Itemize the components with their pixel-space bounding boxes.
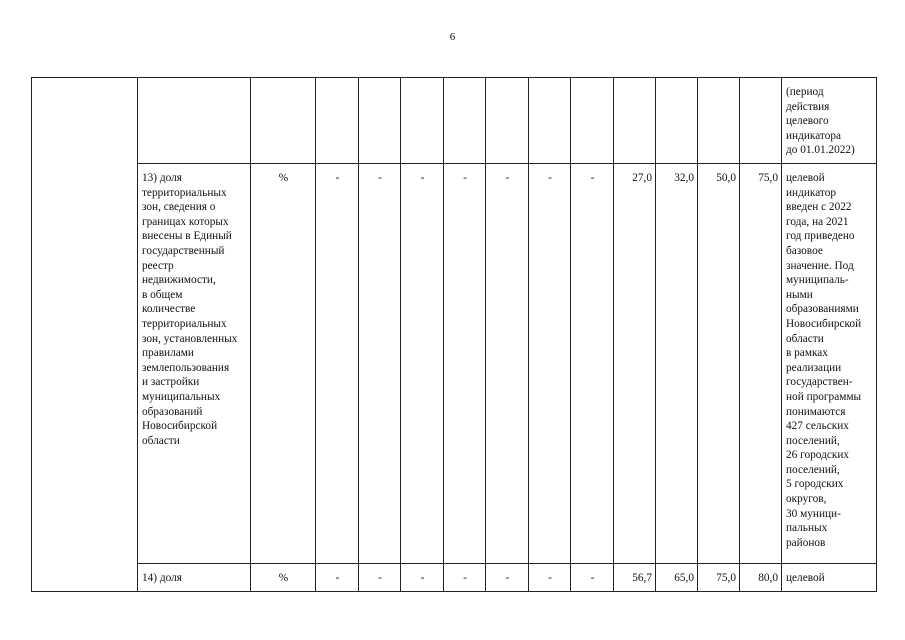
indicator-unit: % bbox=[251, 164, 316, 564]
value-cell bbox=[740, 78, 782, 164]
value-cell: 75,0 bbox=[698, 564, 740, 592]
value-cell: 56,7 bbox=[614, 564, 656, 592]
value-cell: - bbox=[444, 564, 486, 592]
indicator-name: 14) доля bbox=[138, 564, 251, 592]
indicator-name bbox=[138, 78, 251, 164]
value-cell: 50,0 bbox=[698, 164, 740, 564]
value-cell: 75,0 bbox=[740, 164, 782, 564]
value-cell bbox=[486, 78, 529, 164]
value-cell: - bbox=[486, 164, 529, 564]
value-cell bbox=[529, 78, 571, 164]
indicator-note: (период действия целевого индикатора до 01.01.2022) bbox=[782, 78, 877, 164]
value-cell: - bbox=[571, 164, 614, 564]
value-cell: - bbox=[316, 164, 359, 564]
value-cell bbox=[401, 78, 444, 164]
value-cell: - bbox=[486, 564, 529, 592]
value-cell: - bbox=[401, 164, 444, 564]
value-cell: - bbox=[571, 564, 614, 592]
table-row bbox=[32, 78, 877, 164]
indicator-note: целевой bbox=[782, 564, 877, 592]
value-cell bbox=[614, 78, 656, 164]
value-cell: - bbox=[529, 564, 571, 592]
table-cell-blank bbox=[32, 78, 138, 592]
indicator-note: целевой индикатор введен с 2022 года, на 2021 год приведено базовое значение. Под муниципаль- ными образованиями Новосибирской области в рамках реализации государствен- ной программы понимаются 427 сельских поселений, 26 городских поселений, 5 городских округов, 30 муници- пальных районов bbox=[782, 164, 877, 564]
value-cell: 32,0 bbox=[656, 164, 698, 564]
value-cell bbox=[444, 78, 486, 164]
indicator-name: 13) доля территориальных зон, сведения о границах которых внесены в Единый государственный реестр недвижимости, в общем количестве территориальных зон, установленных правилами землепользования и застройки муниципальных образований Новосибирской области bbox=[138, 164, 251, 564]
indicator-unit: % bbox=[251, 564, 316, 592]
value-cell: 65,0 bbox=[656, 564, 698, 592]
value-cell: 27,0 bbox=[614, 164, 656, 564]
value-cell: - bbox=[316, 564, 359, 592]
indicator-unit bbox=[251, 78, 316, 164]
value-cell bbox=[656, 78, 698, 164]
indicator-table bbox=[31, 77, 877, 592]
value-cell bbox=[359, 78, 401, 164]
value-cell: - bbox=[529, 164, 571, 564]
value-cell: - bbox=[359, 164, 401, 564]
table-row bbox=[32, 564, 877, 592]
page-number: 6 bbox=[449, 31, 456, 43]
value-cell bbox=[698, 78, 740, 164]
table-row bbox=[32, 164, 877, 564]
value-cell: 80,0 bbox=[740, 564, 782, 592]
value-cell: - bbox=[401, 564, 444, 592]
value-cell: - bbox=[444, 164, 486, 564]
value-cell bbox=[316, 78, 359, 164]
value-cell: - bbox=[359, 564, 401, 592]
value-cell bbox=[571, 78, 614, 164]
